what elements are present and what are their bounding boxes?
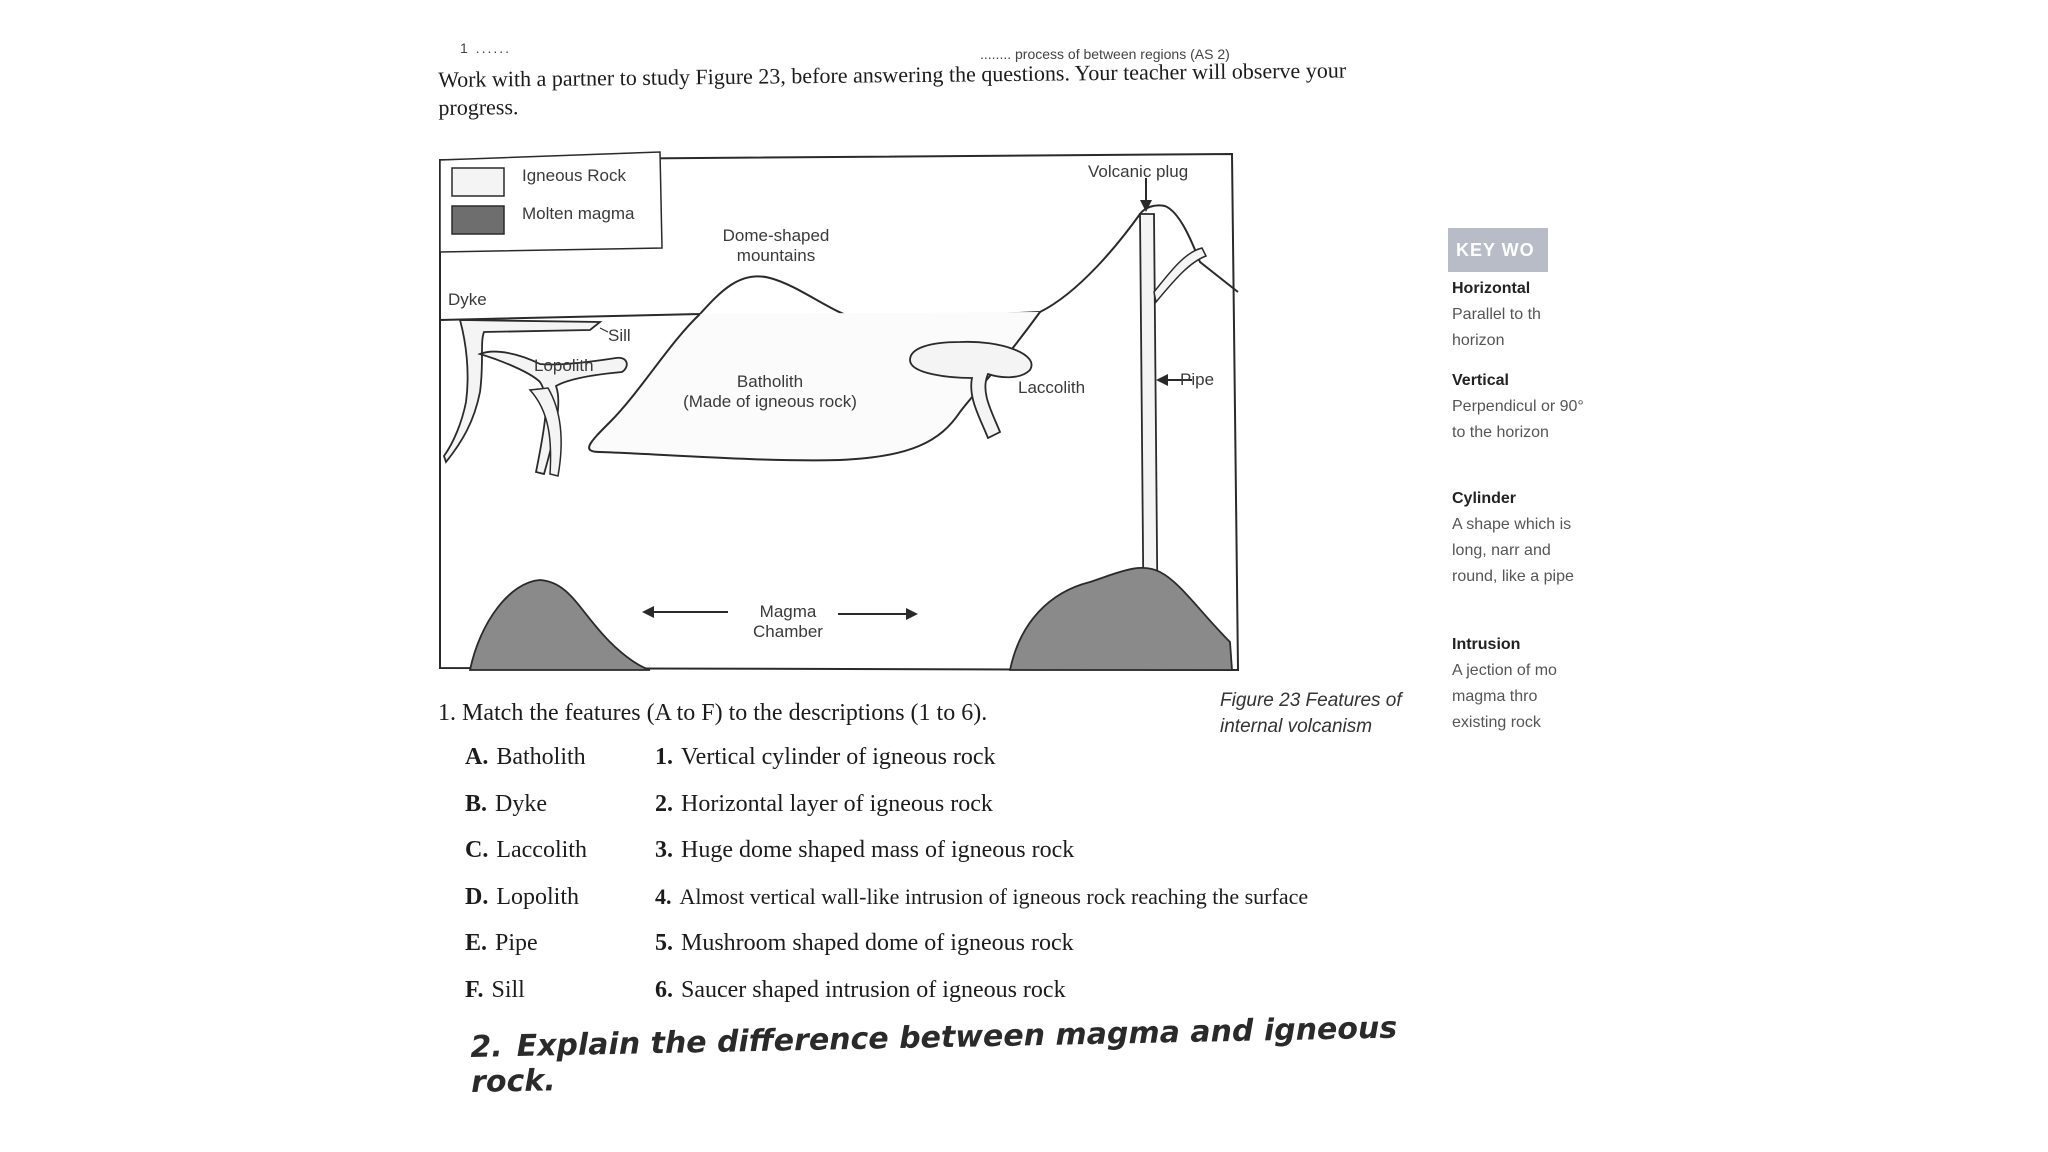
figure-23 [440, 142, 1240, 672]
batholith-label: Batholith (Made of igneous rock) [683, 372, 857, 411]
key-words-banner: KEY WO [1448, 228, 1548, 272]
legend-magma-swatch [452, 206, 504, 234]
lopolith-label: Lopolith [534, 356, 594, 375]
keyword-entry: Horizontal Parallel to th horizon [1452, 280, 1541, 349]
legend-magma-label: Molten magma [522, 204, 635, 223]
question-1-number: 1. [438, 700, 456, 726]
legend-igneous-label: Igneous Rock [522, 166, 626, 185]
laccolith-label: Laccolith [1018, 378, 1086, 397]
feature-item: D. Lopolith [465, 883, 580, 910]
feature-item: B. Dyke [465, 790, 547, 817]
keyword-entry: Vertical Perpendicul or 90° to the horizon [1452, 372, 1584, 441]
pipe-label: Pipe [1180, 370, 1215, 389]
keyword-entry: Cylinder A shape which is long, narr and round, like a pipe [1452, 490, 1574, 585]
question-2 [470, 1009, 1451, 1100]
magma-chamber-label: Magma Chamber [753, 602, 823, 641]
key-words-sidebar [1448, 224, 1584, 744]
description-item: 2. Horizontal layer of igneous rock [655, 790, 993, 817]
description-item: 6. Saucer shaped intrusion of igneous rock [655, 976, 1066, 1003]
header-right-fragment: ........ process of between regions (AS 2) [980, 46, 1230, 62]
sill-label: Sill [608, 326, 631, 345]
description-item: 3. Huge dome shaped mass of igneous rock [655, 837, 1075, 863]
intro-paragraph: Work with a partner to study Figure 23, before answering the questions. Your teacher will observe your progress. [438, 57, 1347, 120]
question-2-text: Explain the difference between magma and igneous rock. [470, 1010, 1398, 1100]
question-1-text: Match the features (A to F) to the descriptions (1 to 6). [462, 700, 988, 726]
header-left-fragment: 1 ...... [460, 40, 512, 56]
description-item: 1. Vertical cylinder of igneous rock [655, 744, 996, 770]
question-1-prompt [438, 700, 1198, 727]
feature-item: E. Pipe [465, 930, 538, 956]
keyword-entry: Intrusion A jection of mo magma thro existing rock [1452, 636, 1557, 731]
description-item: 5. Mushroom shaped dome of igneous rock [655, 930, 1074, 956]
feature-item: F. Sill [465, 976, 525, 1003]
description-list [655, 742, 1455, 1021]
question-2-number: 2. [470, 1029, 504, 1065]
description-item: 4. Almost vertical wall-like intrusion of igneous rock reaching the surface [655, 883, 1309, 909]
legend-igneous-swatch [452, 168, 504, 196]
feature-list [465, 742, 625, 1021]
figure-caption: Figure 23 Features of internal volcanism [1220, 690, 1402, 737]
dome-mountains-label: Dome-shaped mountains [722, 226, 830, 265]
volcanic-plug-label: Volcanic plug [1088, 162, 1189, 181]
dyke-label: Dyke [448, 290, 487, 309]
feature-item: A. Batholith [465, 744, 586, 770]
feature-item: C. Laccolith [465, 837, 587, 863]
